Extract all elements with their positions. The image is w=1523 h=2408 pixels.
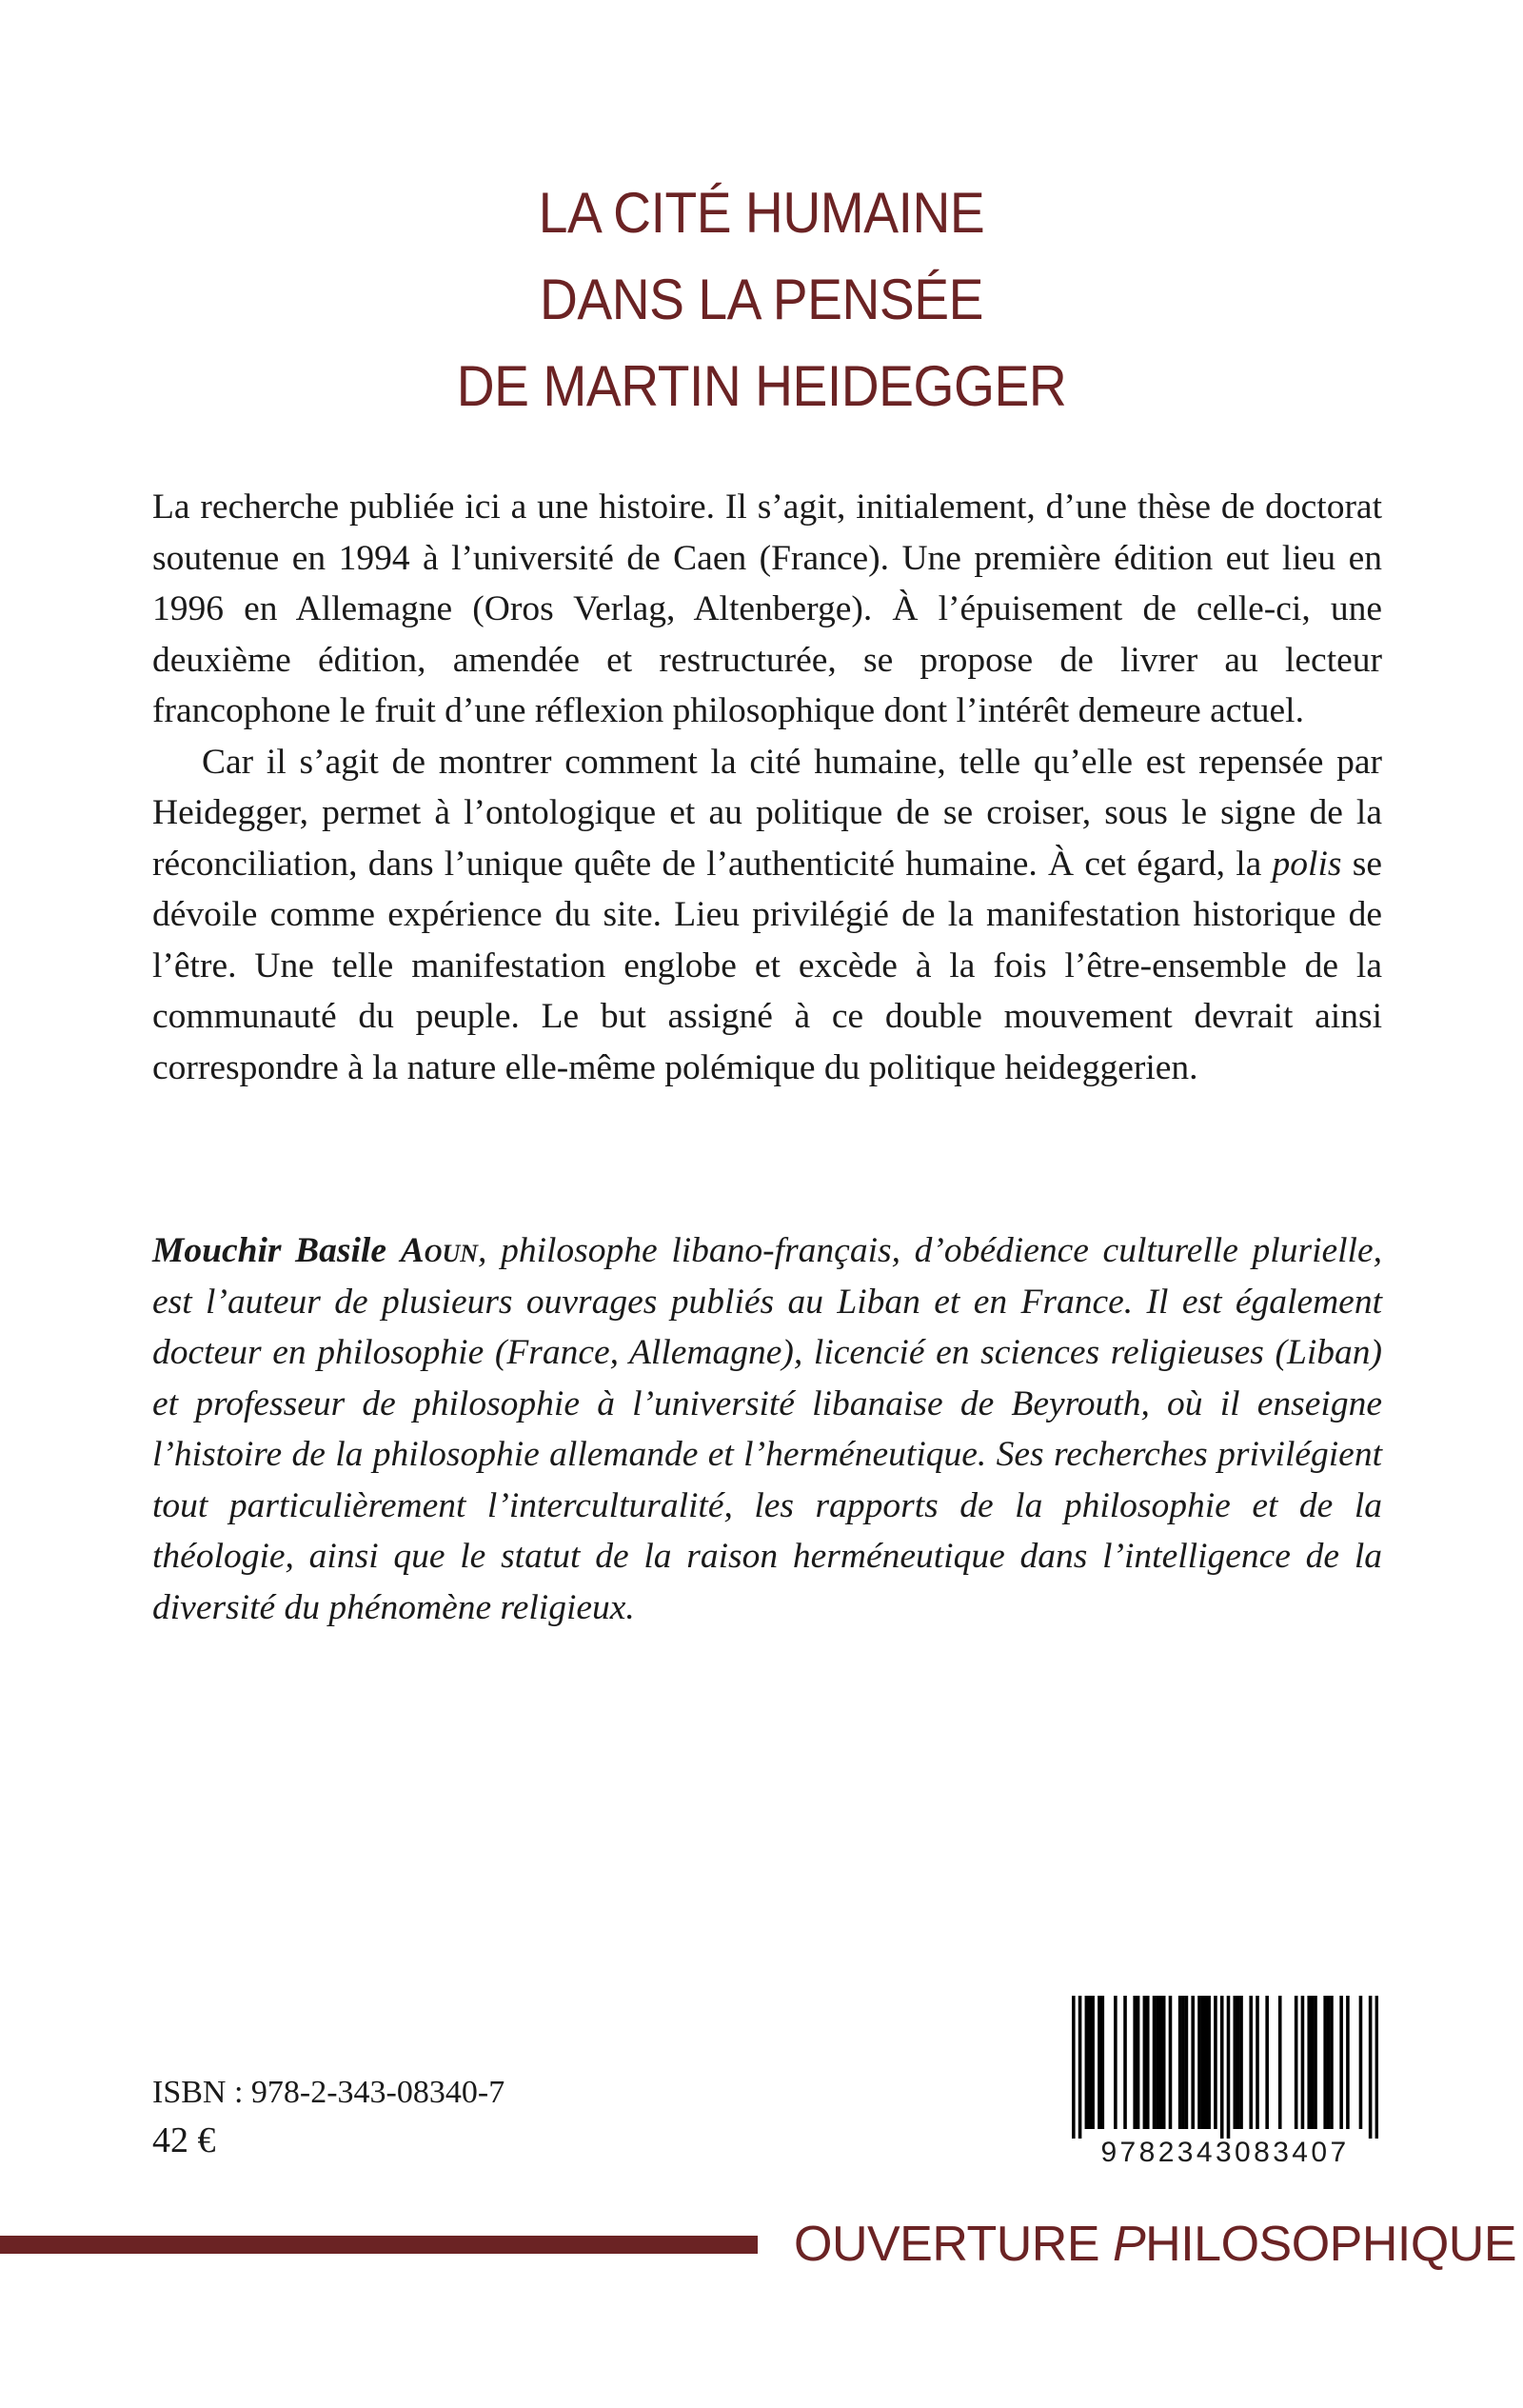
barcode-bar xyxy=(1327,1996,1331,2129)
barcode-bar xyxy=(1369,1996,1373,2139)
barcode-bar xyxy=(1207,1996,1211,2129)
author-surname: Aoun xyxy=(400,1231,479,1270)
series-name-part-2: P xyxy=(1112,2217,1146,2272)
barcode-bar xyxy=(1162,1996,1166,2129)
barcode-bar xyxy=(1156,1996,1159,2129)
barcode-bar xyxy=(1072,1996,1076,2139)
barcode-bar xyxy=(1114,1996,1118,2129)
barcode-bar xyxy=(1204,1996,1208,2129)
barcode-bar xyxy=(1098,1996,1101,2129)
barcode-bar xyxy=(1178,1996,1182,2129)
barcode-bar xyxy=(1330,1996,1334,2129)
summary-paragraph-2-start: Car il s’agit de montrer comment la cité humaine, telle qu’elle est repensée par Heidegger, permet à l’ontologique et au politique de se croiser, sous le signe de la réconciliation, dans l’unique quête de l’authenticité humaine. À cet égard, la xyxy=(152,742,1382,884)
barcode-bar xyxy=(1101,1996,1105,2129)
barcode-bar xyxy=(1236,1996,1240,2129)
barcode-bar xyxy=(1143,1996,1147,2129)
barcode-bar xyxy=(1311,1996,1315,2129)
barcode-bar xyxy=(1265,1996,1269,2129)
barcode-bars xyxy=(1072,1996,1378,2139)
barcode-bar xyxy=(1249,1996,1253,2129)
barcode-bar xyxy=(1346,1996,1350,2129)
summary-paragraph-2 xyxy=(152,737,1382,1094)
barcode-bar xyxy=(1191,1996,1195,2129)
barcode-bar xyxy=(1295,1996,1298,2129)
barcode-bar xyxy=(1078,1996,1082,2139)
barcode-bar xyxy=(1169,1996,1173,2129)
barcode-bar xyxy=(1153,1996,1157,2129)
title-line-1: LA CITÉ HUMAINE xyxy=(538,181,985,245)
price: 42 € xyxy=(152,2120,216,2160)
isbn: ISBN : 978-2-343-08340-7 xyxy=(152,2075,505,2110)
series-name-part-3: HILOSOPHIQUE xyxy=(1145,2217,1517,2272)
barcode-bar xyxy=(1085,1996,1089,2129)
barcode-bar xyxy=(1185,1996,1189,2129)
barcode-bar xyxy=(1375,1996,1378,2139)
barcode-bar xyxy=(1323,1996,1327,2129)
barcode-bar xyxy=(1214,1996,1217,2129)
barcode-bar xyxy=(1339,1996,1343,2129)
polis-term: polis xyxy=(1272,844,1342,884)
barcode xyxy=(1072,1996,1378,2186)
barcode-bar xyxy=(1088,1996,1092,2129)
barcode-bar xyxy=(1227,1996,1231,2139)
barcode-bar xyxy=(1181,1996,1185,2129)
barcode-bar xyxy=(1133,1996,1137,2129)
author-bio-text: , philosophe libano-français, d’obédience culturelle plurielle, est l’auteur de plusieurs ouvrages publiés au Liban et en France. Il est également docteur en philosophie (France, Allemagne), licencié en sciences religieuses (Liban) et professeur de philosophie à l’université libanaise de Beyrouth, où il enseigne l’histoire de la philosophie allemande et l’herméneutique. Ses recherches privilégient tout particulièrement l’interculturalité, les rapports de la philosophie et de la théologie, ainsi que le statut de la raison herméneutique dans l’intelligence de la diversité du phénomène religieux. xyxy=(152,1231,1382,1627)
book-title xyxy=(61,169,1462,429)
barcode-bar xyxy=(1220,1996,1224,2139)
barcode-bar xyxy=(1201,1996,1205,2129)
barcode-bar xyxy=(1314,1996,1317,2129)
barcode-bar xyxy=(1307,1996,1311,2129)
barcode-bar xyxy=(1091,1996,1095,2129)
series-accent-bar xyxy=(0,2236,758,2254)
series-name-part-1: OUVERTURE xyxy=(794,2217,1113,2272)
barcode-bar xyxy=(1256,1996,1259,2129)
barcode-bar xyxy=(1146,1996,1150,2129)
barcode-bar xyxy=(1233,1996,1236,2129)
title-line-3: DE MARTIN HEIDEGGER xyxy=(456,354,1067,418)
summary-text xyxy=(152,482,1382,1093)
summary-paragraph-2-end: se dévoile comme expérience du site. Lieu privilégié de la manifestation historique de l’être. Une telle manifestation englobe et excède à la fois l’être-ensemble de la communauté du peuple. Le but assigné à ce double mouvement devrait ainsi correspondre à la nature elle-même polémique du politique heideggerien. xyxy=(152,844,1382,1087)
barcode-bar xyxy=(1159,1996,1163,2129)
barcode-bar xyxy=(1301,1996,1305,2129)
barcode-bar xyxy=(1137,1996,1140,2129)
barcode-bar xyxy=(1123,1996,1127,2129)
barcode-bar xyxy=(1197,1996,1201,2129)
title-line-2: DANS LA PENSÉE xyxy=(539,268,984,331)
summary-paragraph-1: La recherche publiée ici a une histoire. Il s’agit, initialement, d’une thèse de doctorat soutenue en 1994 à l’université de Caen (France). Une première édition eut lieu en 1996 en Allemagne (Oros Verlag, Altenberge). À l’épuisement de celle-ci, une deuxième édition, amendée et restructurée, se propose de livrer au lecteur francophone le fruit d’une réflexion philosophique dont l’intérêt demeure actuel. xyxy=(152,488,1382,730)
series-name xyxy=(794,2215,1517,2274)
barcode-bar xyxy=(1239,1996,1243,2129)
author-name: Mouchir Basile xyxy=(152,1231,401,1270)
barcode-bar xyxy=(1278,1996,1282,2129)
barcode-digits: 9782343083407 xyxy=(1100,2137,1350,2168)
author-bio xyxy=(152,1225,1382,1633)
barcode-bar xyxy=(1359,1996,1363,2129)
